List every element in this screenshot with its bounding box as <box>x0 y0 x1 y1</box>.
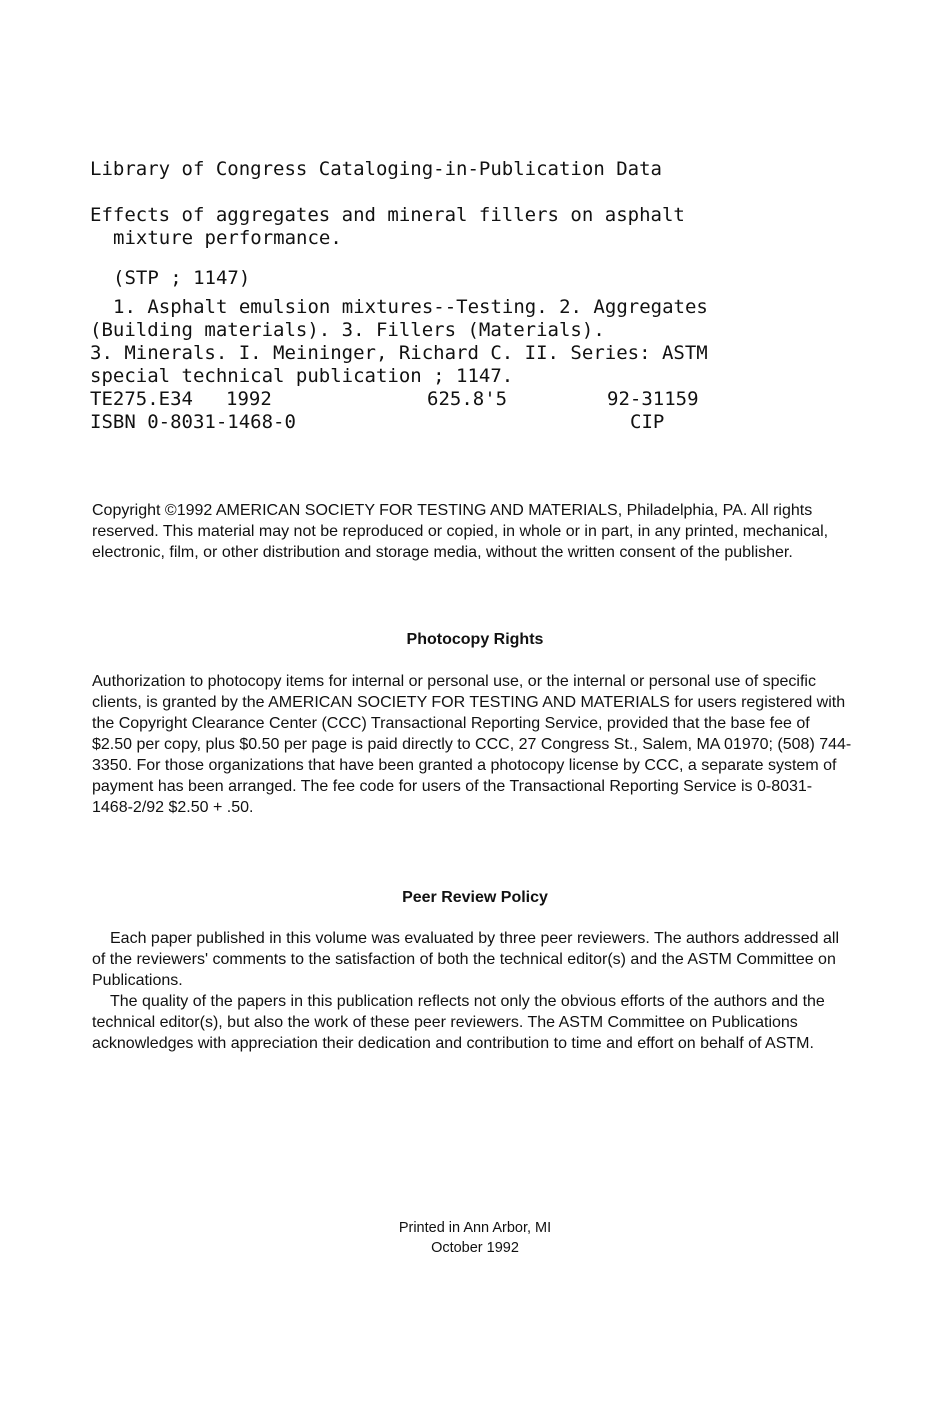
imprint-place: Printed in Ann Arbor, MI <box>398 1220 552 1236</box>
peer-review-paragraph-2: The quality of the papers in this publication reflects not only the obvious efforts of the authors and the technical editor(s), but also the work of these peer reviewers. The ASTM Committee on Publications acknowledges with appreciation their dedication and contribution to time and effort on behalf of ASTM. <box>92 993 825 1052</box>
cip-call-number-row <box>90 388 790 411</box>
cip-isbn: ISBN 0-8031-1468-0 <box>90 411 296 433</box>
cip-mark: CIP <box>630 411 665 433</box>
cip-dewey: 625.8'5 <box>427 388 508 410</box>
peer-review-heading: Peer Review Policy <box>402 889 548 906</box>
cip-header: Library of Congress Cataloging-in-Publication Data <box>90 158 662 180</box>
cip-lccn: 92-31159 <box>607 388 699 410</box>
copyright-notice: Copyright ©1992 AMERICAN SOCIETY FOR TESTING AND MATERIALS, Philadelphia, PA. All rights reserved. This material may not be reproduced or copied, in whole or in part, in any printed, mechanical, electronic, film, or other distribution and storage media, without the written consent of the publisher. <box>92 502 829 561</box>
imprint-date: October 1992 <box>431 1240 519 1256</box>
peer-review-paragraph-1: Each paper published in this volume was evaluated by three peer reviewers. The authors addressed all of the reviewers' comments to the satisfaction of both the technical editor(s) and the ASTM Committee on Publications. <box>92 930 840 989</box>
cip-subject-line4: special technical publication ; 1147. <box>90 365 514 387</box>
cip-title-line1: Effects of aggregates and mineral fillers on asphalt <box>90 204 685 226</box>
cip-series: (STP ; 1147) <box>113 267 251 289</box>
photocopy-rights-body: Authorization to photocopy items for internal or personal use, or the internal or personal use of specific clients, is granted by the AMERICAN SOCIETY FOR TESTING AND MATERIALS for users registered with the Copyright Clearance Center (CCC) Transactional Reporting Service, provided that the base fee of $2.50 per copy, plus $0.50 per page is paid directly to CCC, 27 Congress St., Salem, MA 01970; (508) 744-3350. For those organizations that have been granted a photocopy license by CCC, a separate system of payment has been arranged. The fee code for users of the Transactional Reporting Service is 0-8031-1468-2/92 $2.50 + .50. <box>92 673 852 816</box>
cip-call-year: 1992 <box>226 388 272 410</box>
cip-title-line2: mixture performance. <box>113 227 342 249</box>
cip-subject-line3: 3. Minerals. I. Meininger, Richard C. II. Series: ASTM <box>90 342 708 364</box>
cip-isbn-row <box>90 411 790 434</box>
photocopy-rights-heading: Photocopy Rights <box>406 631 544 648</box>
cip-subject-line1: 1. Asphalt emulsion mixtures--Testing. 2. Aggregates <box>113 296 708 318</box>
cip-call-number: TE275.E34 <box>90 388 193 410</box>
cip-subject-line2: (Building materials). 3. Fillers (Materials). <box>90 319 605 341</box>
